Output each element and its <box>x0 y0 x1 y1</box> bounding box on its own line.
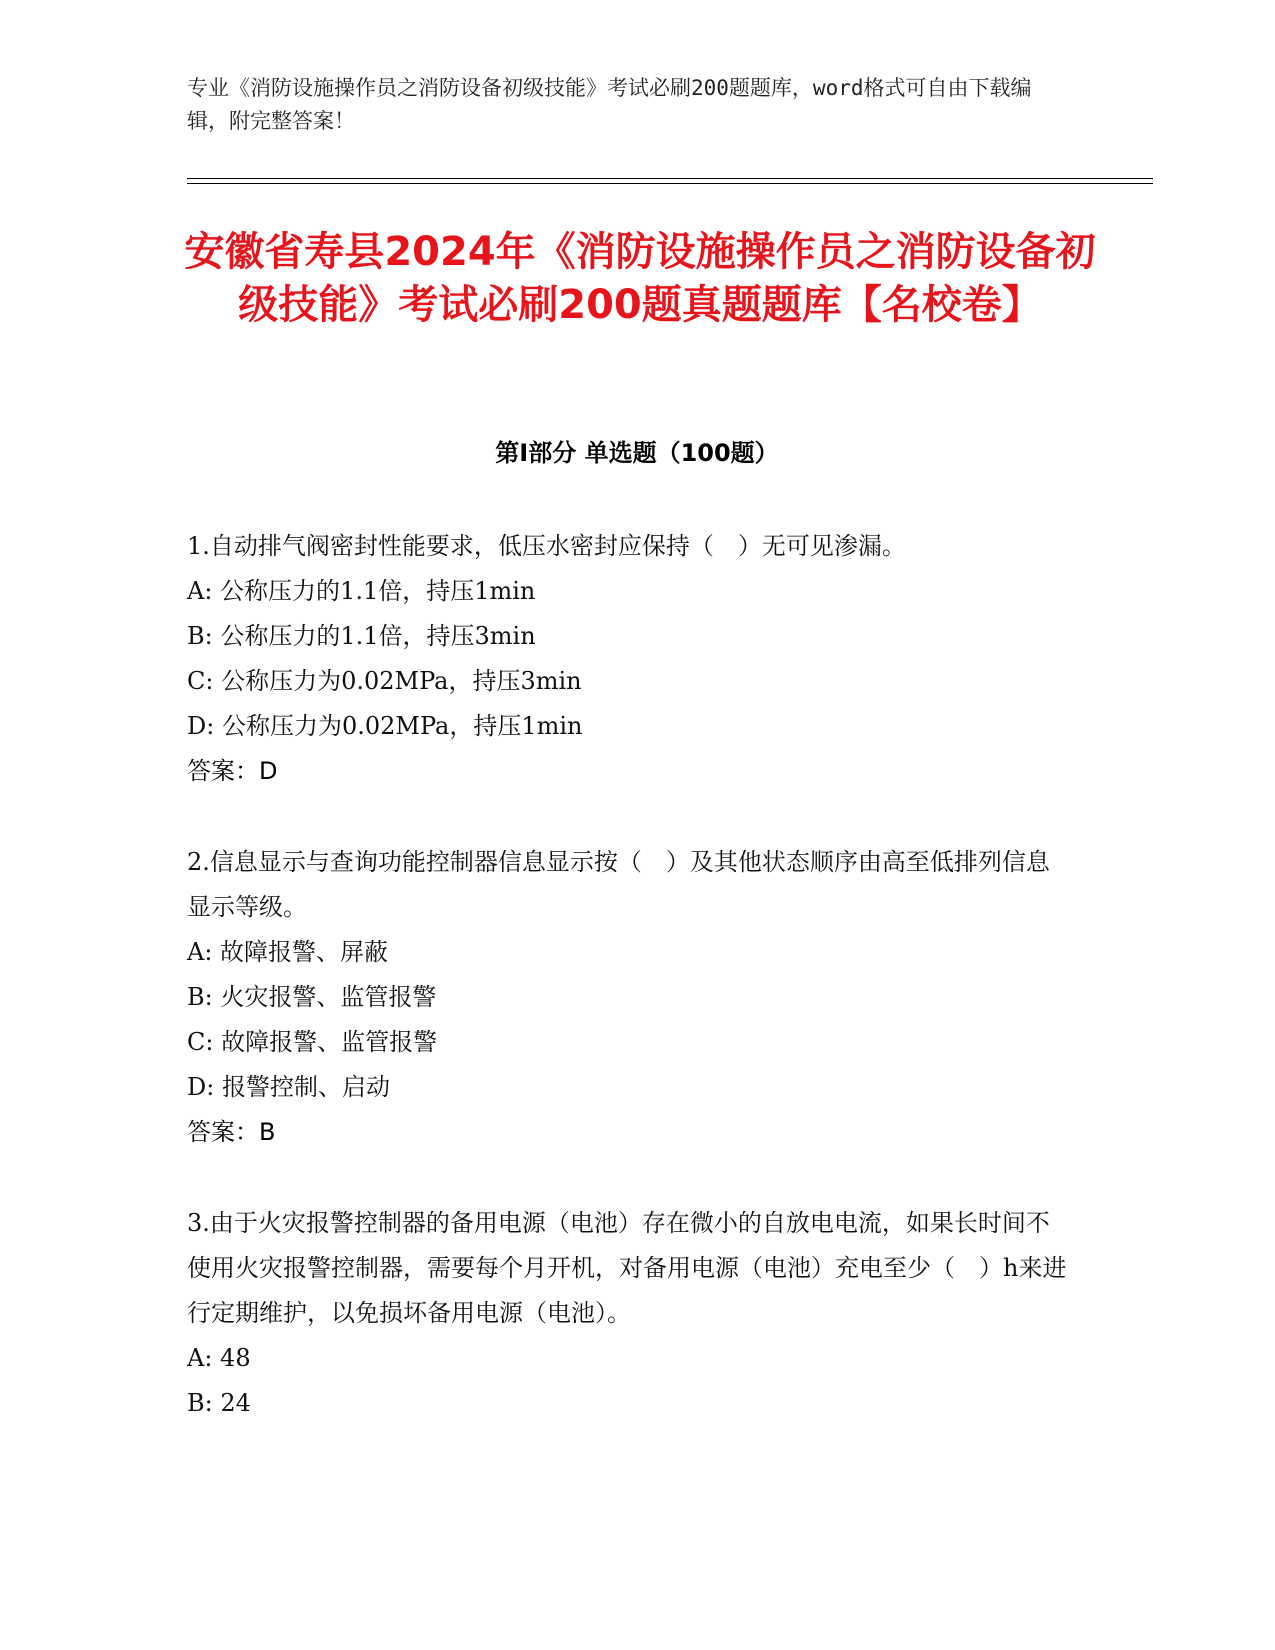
question-stem: 2.信息显示与查询功能控制器信息显示按（ ）及其他状态顺序由高至低排列信息显示等级。 <box>187 848 1050 921</box>
question-list <box>187 524 1067 1472</box>
option-a: A: 故障报警、屏蔽 <box>187 938 389 966</box>
option-a: A: 48 <box>187 1344 251 1372</box>
option-b: B: 公称压力的1.1倍，持压3min <box>187 622 536 650</box>
question-stem: 3.由于火灾报警控制器的备用电源（电池）存在微小的自放电电流，如果长时间不使用火灾报警控制器，需要每个月开机，对备用电源（电池）充电至少（ ）h来进行定期维护，以免损坏备用电源（电池）。 <box>187 1209 1067 1327</box>
question-1 <box>187 524 1067 794</box>
header-divider-bottom <box>187 183 1153 184</box>
option-c: C: 公称压力为0.02MPa，持压3min <box>187 667 582 695</box>
header-divider-top <box>187 178 1153 179</box>
question-2 <box>187 840 1067 1155</box>
header-note: 专业《消防设施操作员之消防设备初级技能》考试必刷200题题库，word格式可自由下载编辑，附完整答案！ <box>187 76 1032 133</box>
answer-label: 答案：D <box>187 757 278 785</box>
option-d: D: 公称压力为0.02MPa，持压1min <box>187 712 583 740</box>
option-a: A: 公称压力的1.1倍，持压1min <box>187 577 536 605</box>
option-d: D: 报警控制、启动 <box>187 1073 390 1101</box>
question-stem: 1.自动排气阀密封性能要求，低压水密封应保持（ ）无可见渗漏。 <box>187 532 906 560</box>
section-heading: 第I部分 单选题（100题） <box>495 439 779 467</box>
option-b: B: 火灾报警、监管报警 <box>187 983 437 1011</box>
option-c: C: 故障报警、监管报警 <box>187 1028 438 1056</box>
answer-label: 答案：B <box>187 1118 276 1146</box>
question-3 <box>187 1201 1067 1426</box>
option-b: B: 24 <box>187 1389 251 1417</box>
document-title: 安徽省寿县2024年《消防设施操作员之消防设备初级技能》考试必刷200题真题题库【名校卷】 <box>184 229 1096 328</box>
